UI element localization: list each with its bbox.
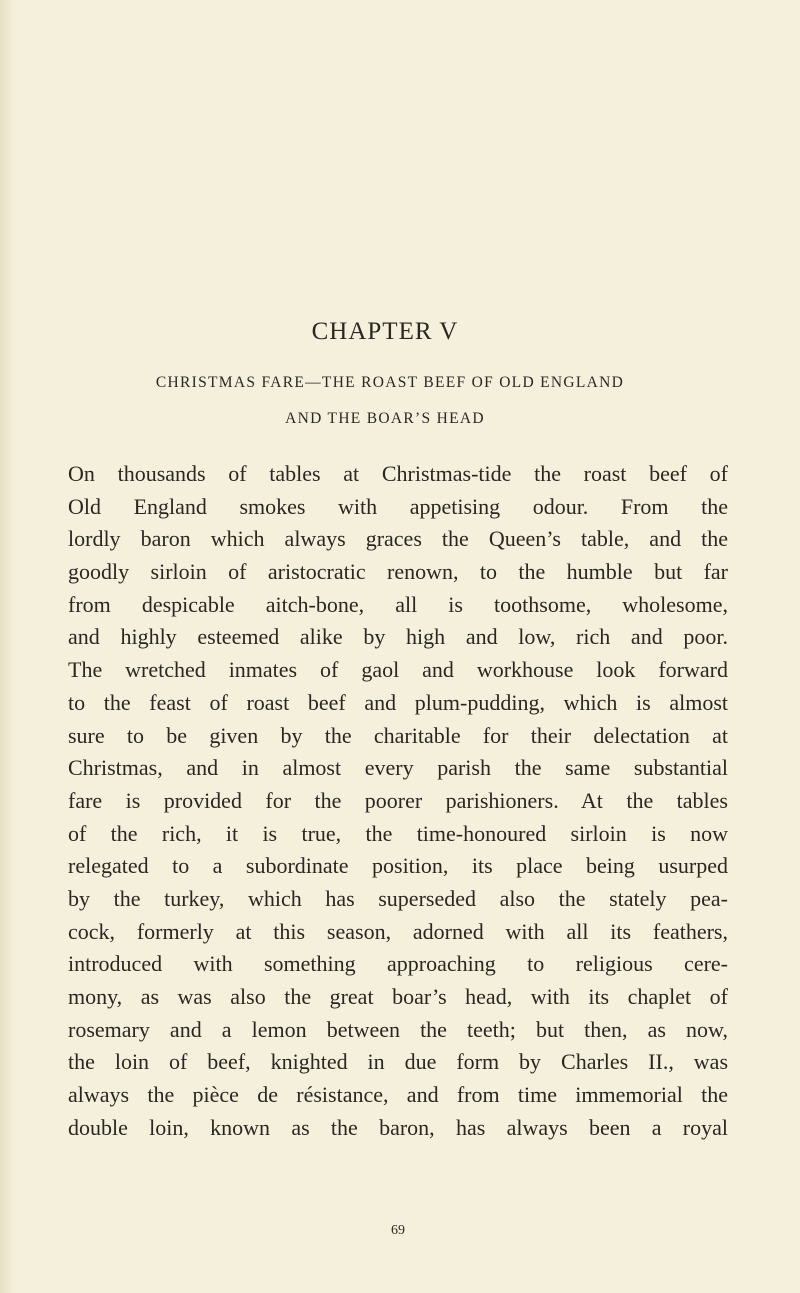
body-line: mony, as was also the great boar’s head, with its chaplet of xyxy=(68,984,728,1009)
body-line: Christmas, and in almost every parish the same substantial xyxy=(68,755,728,781)
chapter-heading: CHAPTER V xyxy=(311,318,459,345)
body-line: by the turkey, which has superseded also the stately pea- xyxy=(68,885,728,911)
body-line: rosemary and a lemon between the teeth; but then, as now, xyxy=(68,1016,728,1042)
body-line: fare is provided for the poorer parishioners. At the tables xyxy=(68,787,728,813)
body-line: the loin of beef, knighted in due form by Charles II., was xyxy=(68,1049,728,1075)
body-line: Old England smokes with appetising odour. From the xyxy=(68,493,728,519)
body-line: sure to be given by the charitable for their delectation at xyxy=(68,722,728,748)
body-line: introduced with something approaching to religious cere- xyxy=(68,951,728,977)
chapter-subtitle-line-2: AND THE BOAR’S HEAD xyxy=(285,410,485,427)
body-line: from despicable aitch-bone, all is toothsome, wholesome, xyxy=(68,591,728,617)
body-line: to the feast of roast beef and plum-pudding, which is almost xyxy=(68,689,728,715)
body-line: cock, formerly at this season, adorned with all its feathers, xyxy=(68,918,728,944)
body-line: goodly sirloin of aristocratic renown, to the humble but far xyxy=(68,559,728,585)
body-line: and highly esteemed alike by high and low, rich and poor. xyxy=(68,624,728,650)
page-number: 69 xyxy=(391,1223,405,1238)
body-line: lordly baron which always graces the Queen’s table, and the xyxy=(68,526,728,552)
body-line: On thousands of tables at Christmas-tide the roast beef of xyxy=(68,461,728,486)
chapter-subtitle-line-1: CHRISTMAS FARE—THE ROAST BEEF OF OLD ENGLAND xyxy=(155,374,625,391)
body-line: of the rich, it is true, the time-honoured sirloin is now xyxy=(68,820,728,846)
body-line: always the pièce de résistance, and from time immemorial the xyxy=(68,1082,728,1108)
body-line: relegated to a subordinate position, its place being usurped xyxy=(68,853,728,879)
page-edge xyxy=(0,0,14,1293)
body-line: The wretched inmates of gaol and workhouse look forward xyxy=(68,657,728,683)
body-text xyxy=(68,458,728,1144)
body-line: double loin, known as the baron, has always been a royal xyxy=(68,1114,728,1140)
